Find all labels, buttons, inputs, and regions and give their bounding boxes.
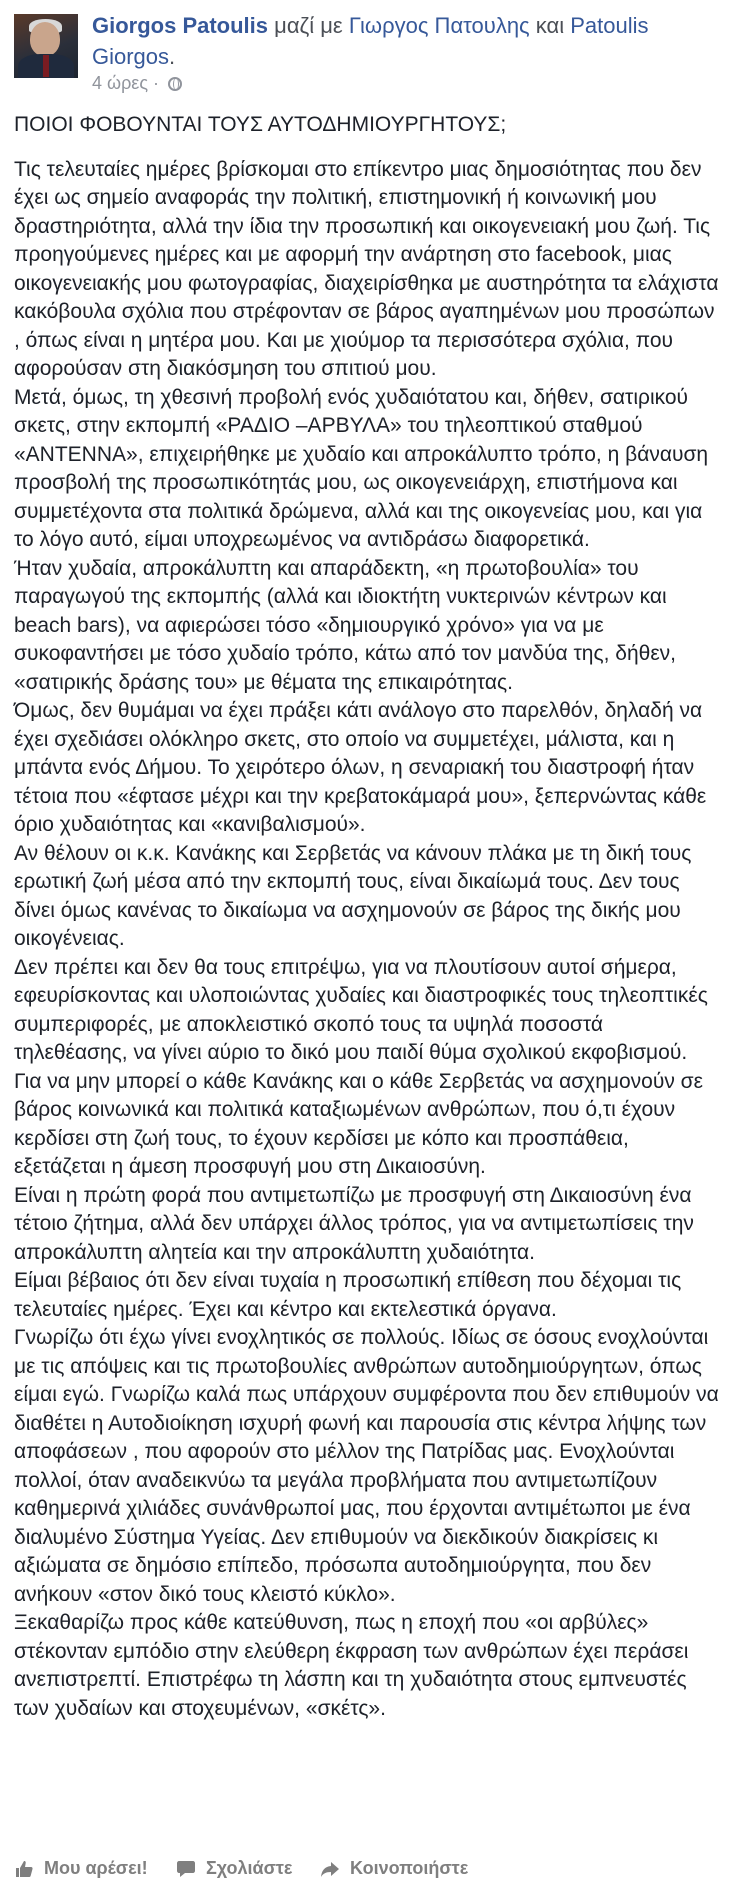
author-name-link[interactable]: Giorgos Patoulis: [92, 13, 269, 38]
like-button[interactable]: [14, 1858, 148, 1879]
thumbs-up-icon: [14, 1859, 34, 1879]
post-paragraph: Αν θέλουν οι κ.κ. Κανάκης και Σερβετάς να κάνουν πλάκα με τη δική τους ερωτική ζωή μέσα από την εκπομπή τους, είναι δικαίωμά τους. Δεν τους δίνει όμως κανένας το δικαίωμα να ασχημονούν σε βάρος της δικής μου οικογένειας.: [14, 841, 692, 950]
comment-icon: [176, 1859, 196, 1879]
author-line-end: .: [169, 44, 176, 69]
post-author-line: [92, 10, 712, 72]
post-paragraph: Μετά, όμως, τη χθεσινή προβολή ενός χυδαιότατου και, δήθεν, σατιρικού σκετς, στην εκπομπή «ΡΑΔΙΟ –ΑΡΒΥΛΑ» του τηλεοπτικού σταθμού «ΑΝΤΕΝΝΑ», επιχειρήθηκε με χυδαίο και απροκάλυπτο τρόπο, η βάναυση προσβολή της προσωπικότητάς μου, ως οικογενειάρχη, επιστήμονα και συμμετέχοντα στα πολιτικά δρώμενα, αλλά και της οικογενείας μου, και για το λόγο αυτό, είμαι υποχρεωμένος να αντιδράσω διαφορετικά.: [14, 385, 709, 551]
post-paragraphs: [14, 156, 720, 1724]
post-actions: [14, 1858, 720, 1888]
share-icon: [320, 1859, 340, 1879]
post-paragraph: Είναι η πρώτη φορά που αντιμετωπίζω με προσφυγή στη Δικαιοσύνη ένα τέτοιο ζήτημα, αλλά δεν υπάρχει άλλος τρόπος, για να αντιμετωπίσεις την απροκάλυπτη αλητεία και την απροκάλυπτη χυδαιότητα.: [14, 1183, 694, 1264]
post-timestamp[interactable]: 4 ώρες: [92, 73, 149, 93]
share-label: Κοινοποιήστε: [350, 1858, 469, 1878]
share-button[interactable]: [320, 1858, 468, 1879]
post-paragraph: Για να μην μπορεί ο κάθε Κανάκης και ο κάθε Σερβετάς να ασχημονούν σε βάρος κοινωνικά και πολιτικά καταξιωμένων ανθρώπων, που ό,τι έχουν κερδίσει στη ζωή τους, το έχουν κερδίσει με κόπο και προσπάθεια, εξετάζεται η άμεση προσφυγή μου στη Δικαιοσύνη.: [14, 1069, 703, 1178]
post-paragraph: Γνωρίζω ότι έχω γίνει ενοχλητικός σε πολλούς. Ιδίως σε όσους ενοχλούνται με τις απόψεις και τις πρωτοβουλίες ανθρώπων αυτοδημιούργητων, όπως είμαι εγώ. Γνωρίζω καλά πως υπάρχουν συμφέροντα που δεν επιθυμούν να διαθέτει η Αυτοδιοίκηση ισχυρή φωνή και παρουσία στις κέντρα λήψης των αποφάσεων , που αφορούν στο μέλλον της Πατρίδας μας. Ενοχλούνται πολλοί, όταν αναδεικνύω τα μεγάλα προβλήματα που αντιμετωπίζουν καθημερινά χιλιάδες συνάνθρωποί μας, που έρχονται αντιμέτωποι με ένα διαλυμένο Σύστημα Υγείας. Δεν επιθυμούν να διεκδικούν διακρίσεις κι αξιώματα σε δημόσιο επίπεδο, πρόσωπα αυτοδημιούργητα, που δεν ανήκουν «στον δικό τους κλειστό κύκλο».: [14, 1326, 719, 1606]
tagged-user-link-1[interactable]: Γιωργος Πατουλης: [348, 13, 530, 38]
with-text: μαζί με: [274, 13, 343, 38]
post-paragraph: Δεν πρέπει και δεν θα τους επιτρέψω, για να πλουτίσουν αυτοί σήμερα, εφευρίσκοντας και υλοποιώντας χυδαίες και διαστροφικές τους τηλεοπτικές συμπεριφορές, με αποκλειστικό σκοπό τους τα υψηλά ποσοστά τηλεθέασης, να γίνει αύριο το δικό μου παιδί θύμα σχολικού εκφοβισμού.: [14, 955, 708, 1064]
post-header: [14, 10, 720, 93]
comment-label: Σχολιάστε: [206, 1858, 293, 1878]
post-meta: [92, 72, 182, 94]
tagged-user-link-2[interactable]: Patoulis Giorgos: [92, 13, 649, 69]
post-body: [14, 111, 720, 1723]
post-title: ΠΟΙΟΙ ΦΟΒΟΥΝΤΑΙ ΤΟΥΣ ΑΥΤΟΔΗΜΙΟΥΡΓΗΤΟΥΣ;: [14, 113, 507, 136]
meta-separator: ·: [153, 73, 160, 93]
post-paragraph: Ήταν χυδαία, απροκάλυπτη και απαράδεκτη, «η πρωτοβουλία» του παραγωγού της εκπομπής (αλλά και ιδιοκτήτη νυκτερινών κέντρων και beach bars), να αφιερώσει τόσο «δημιουργικό χρόνο» για να με συκοφαντήσει με τόσο χυδαίο τρόπο, κάτω από τον μανδύα της, δήθεν, «σατιρικής δράσης του» με θέματα της επικαιρότητας.: [14, 556, 677, 694]
post-paragraph: Όμως, δεν θυμάμαι να έχει πράξει κάτι ανάλογο στο παρελθόν, δηλαδή να έχει σχεδιάσει ολόκληρο σκετς, στο οποίο να συμμετέχει, μάλιστα, και η μπάντα ενός Δήμου. Το χειρότερο όλων, η σεναριακή του διαστροφή ήταν τέτοια που «έφτασε μέχρι και την κρεβατοκάμαρά μου», ξεπερνώντας κάθε όριο χυδαιότητας και «κανιβαλισμού».: [14, 699, 707, 836]
post-paragraph: Ξεκαθαρίζω προς κάθε κατεύθυνση, πως η εποχή που «οι αρβύλες» στέκονταν εμπόδιο στην ελεύθερη έκφραση των ανθρώπων έχει περάσει ανεπιστρεπτί. Επιστρέφω τη λάσπη και τη χυδαιότητα στους εμπνευστές των χυδαίων και στοχευμένων, «σκέτς».: [14, 1611, 689, 1720]
globe-icon[interactable]: [168, 77, 182, 91]
and-text: και: [535, 13, 565, 38]
avatar-tie: [43, 55, 49, 77]
avatar-face: [30, 22, 60, 56]
like-label: Μου αρέσει!: [44, 1858, 148, 1878]
post-paragraph: Είμαι βέβαιος ότι δεν είναι τυχαία η προσωπική επίθεση που δέχομαι τις τελευταίες ημέρες. Έχει και κέντρο και εκτελεστικά όργανα.: [14, 1269, 682, 1321]
comment-button[interactable]: [176, 1858, 292, 1879]
post-paragraph: Τις τελευταίες ημέρες βρίσκομαι στο επίκεντρο μιας δημοσιότητας που δεν έχει ως σημείο αναφοράς την πολιτική, επιστημονική ή κοινωνική μου δραστηριότητα, αλλά την ίδια την προσωπική και οικογενειακή μου ζωή. Τις προηγούμενες ημέρες και με αφορμή την ανάρτηση στο facebook, μιας οικογενειακής μου φωτογραφίας, διαχειρίσθηκα με αυστηρότητα τα ελάχιστα κακόβουλα σχόλια που στρέφονταν σε βάρος αγαπημένων μου προσώπων , όπως είναι η μητέρα μου. Και με χιούμορ τα περισσότερα σχόλια, που αφορούσαν στη διακόσμηση του σπιτιού μου.: [14, 157, 719, 380]
avatar[interactable]: [14, 14, 78, 78]
